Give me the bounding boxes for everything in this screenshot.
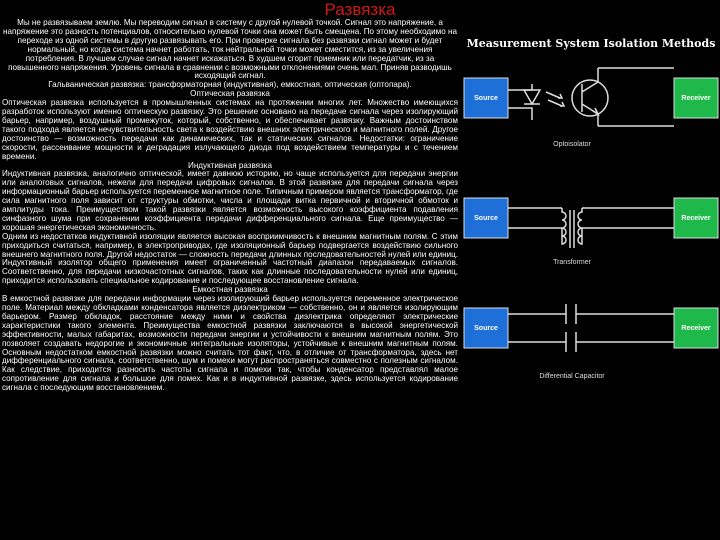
paragraph-inductive-drawbacks: Одним из недостатков индуктивной изоляции является высокая восприимчивость к внешним магнитным полям. С этим приходиться считаться, например, в электроприводах, где изоляционный барьер подвергается воздействию сильного внешнего магнитного поля. Другой недостаток — сложность передачи длинных последовательностей нулей или единиц. Индуктивный изолятор общего применения имеет ограниченный частотный диапазон передаваемых сигналов. Соответственно, для передачи низкочастотных сигналов, таких как длинные последовательности нулей или единиц, приходится использовать специальное кодирование и последующее восстановление сигнала.	[2, 231, 458, 286]
capacitor-caption: Differential Capacitor	[539, 373, 605, 380]
heading-optical: Оптическая развязка	[190, 89, 270, 99]
optoisolator-symbol	[508, 68, 674, 126]
source-label: Source	[474, 325, 498, 332]
optoisolator-diagram	[464, 68, 718, 148]
paragraph-types: Гальваническая развязка: трансформаторная (индуктивная), емкостная, оптическая (оптопара).	[48, 80, 412, 90]
transformer-diagram	[464, 198, 718, 266]
transformer-caption: Transformer	[553, 259, 591, 266]
paragraph-capacitive: В емкостной развязке для передачи информации через изолирующий барьер используется переменное электрическое поле. Материал между обкладками конденсатора является диэлектриком — собственно, он и является изолирующим барьером. Размер обкладок, расстояние между ними и свойства диэлектрика определяют электрические характеристики такого элемента. Преимущества емкостной развязки заключаются в высокой энергетической эффективности, малых габаритах, возможности передачи энергии и устойчивости к внешним магнитным полям. Это позволяет создавать недорогие и экономичные интегральные изоляторы, устойчивые к внешним магнитным полям. Основным недостатком емкостной развязки можно считать тот факт, что, в отличие от трансформатора, здесь нет дифференциального сигнала, соответственно, шум и помехи могут распространяться совместно с полезным сигналом. Как следствие, приходится разносить частоты сигнала и помехи так, чтобы конденсатор представлял малое сопротивление для сигнала и большое для помех. Как и в индуктивной развязке, здесь используется кодирование сигнала с последующим восстановлением.	[2, 294, 458, 393]
isolation-diagram	[462, 28, 720, 400]
heading-inductive: Индуктивная развязка	[188, 160, 272, 170]
heading-capacitive: Емкостная развязка	[192, 285, 268, 295]
differential-capacitor-diagram	[464, 304, 718, 380]
source-label: Source	[474, 215, 498, 222]
receiver-label: Receiver	[681, 325, 711, 332]
capacitor-symbol	[508, 304, 674, 352]
source-label: Source	[474, 95, 498, 102]
paragraph-optical: Оптическая развязка используется в промышленных системах на протяжении многих лет. Множество имеющихся разработок используют именно оптическую развязку. Это решение основано на передаче сигнала через изолирующий барьер, например, воздушный промежуток, который, собственно, и обеспечивает развязку. Важным достоинством такого подхода является нечувствительность света к воздействию внешних электрического и магнитного полей. Другое достоинство — возможность передачи как динамических, так и статических сигналов. Недостатки: ограничение скорости, рассеивание мощности и деградация излучающего диода под воздействием температуры и с течением времени.	[2, 98, 458, 161]
figure-heading: Measurement System Isolation Methods	[466, 37, 716, 50]
optoisolator-caption: Optoisolator	[553, 141, 591, 148]
receiver-label: Receiver	[681, 95, 711, 102]
transformer-symbol	[508, 208, 674, 248]
paragraph-intro: Мы не развязываем землю. Мы переводим сигнал в систему с другой нулевой точкой. Сигнал это напряжение, а напряжение это разность потенциалов, относительно нулевой точки она может быть смещена. По этому необходимо на переходе из одной системы в другую развязывать его. При проверке сигнала без развязки сигнал может и будет нормальный, но когда система начнет работать, ток нейтральной точки может сместится, из за увеличения потребления. В лучшем случае сигнал начнет искажаться. В худшем сгорит приемник или передатчик, из за повышенного напряжения. Уровень сигнала в сравнении с возможными отклонениями очень мал. Приняв разводишь исходящий сигнал.	[3, 18, 457, 81]
isolation-methods-figure	[462, 28, 720, 400]
paragraph-inductive: Индуктивная развязка, аналогично оптической, имеет давнюю историю, но чаще используется для передачи энергии или аналоговых сигналов, нежели для передачи цифровых сигналов. В этой развязке для передачи сигнала через информационный барьер используется переменное магнитное поле. Типичным примером является трансформатор, где сила магнитного поля зависит от структуры обмотки, числа и площади витка первичной и вторичной обмоток и амплитуды тока. Преимуществом такой развязки является возможность высокого коэффициента подавления синфазного шума при сохранении коэффициента передачи дифференциального сигнала. Еще преимущество — хорошая энергетическая экономичность.	[2, 169, 458, 232]
receiver-label: Receiver	[681, 215, 711, 222]
slide-title: Развязка	[324, 0, 396, 19]
body-text	[2, 19, 458, 393]
